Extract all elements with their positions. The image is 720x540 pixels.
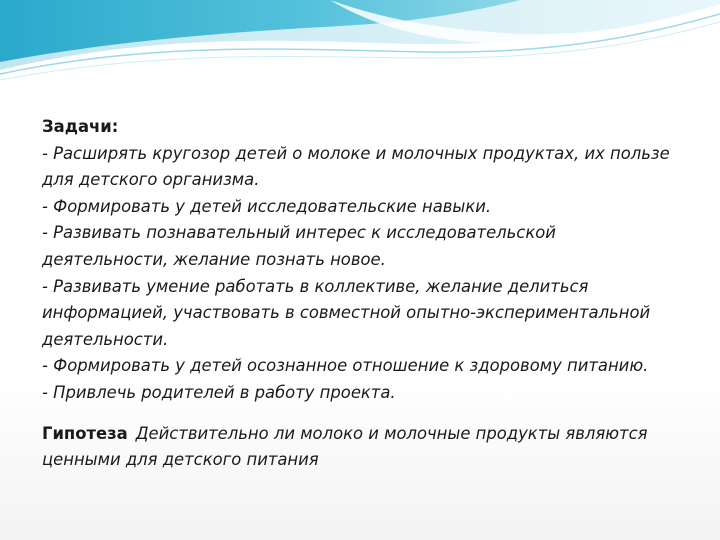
tasks-heading: Задачи:	[42, 117, 119, 136]
task-item-2: - Формировать у детей исследовательские навыки.	[42, 196, 492, 216]
task-item-4: - Развивать умение работать в коллективе, желание делиться информацией, участвовать в совместной опытно-экспериментальной деятельности.	[42, 276, 651, 349]
hypothesis-block	[42, 421, 682, 474]
tasks-block	[42, 114, 682, 407]
hypothesis-text: Действительно ли молоко и молочные продукты являются ценными для детского питания	[42, 423, 648, 470]
task-item-1: - Расширять кругозор детей о молоке и молочных продуктах, их пользе для детского организма.	[42, 143, 670, 190]
hypothesis-label: Гипотеза	[42, 423, 128, 443]
header-wave-decoration	[0, 0, 720, 90]
task-item-3: - Развивать познавательный интерес к исследовательской деятельности, желание познать новое.	[42, 223, 556, 269]
task-item-6: - Привлечь родителей в работу проекта.	[42, 382, 396, 402]
slide-content	[42, 114, 682, 474]
task-item-5: - Формировать у детей осознанное отношение к здоровому питанию.	[42, 356, 649, 376]
